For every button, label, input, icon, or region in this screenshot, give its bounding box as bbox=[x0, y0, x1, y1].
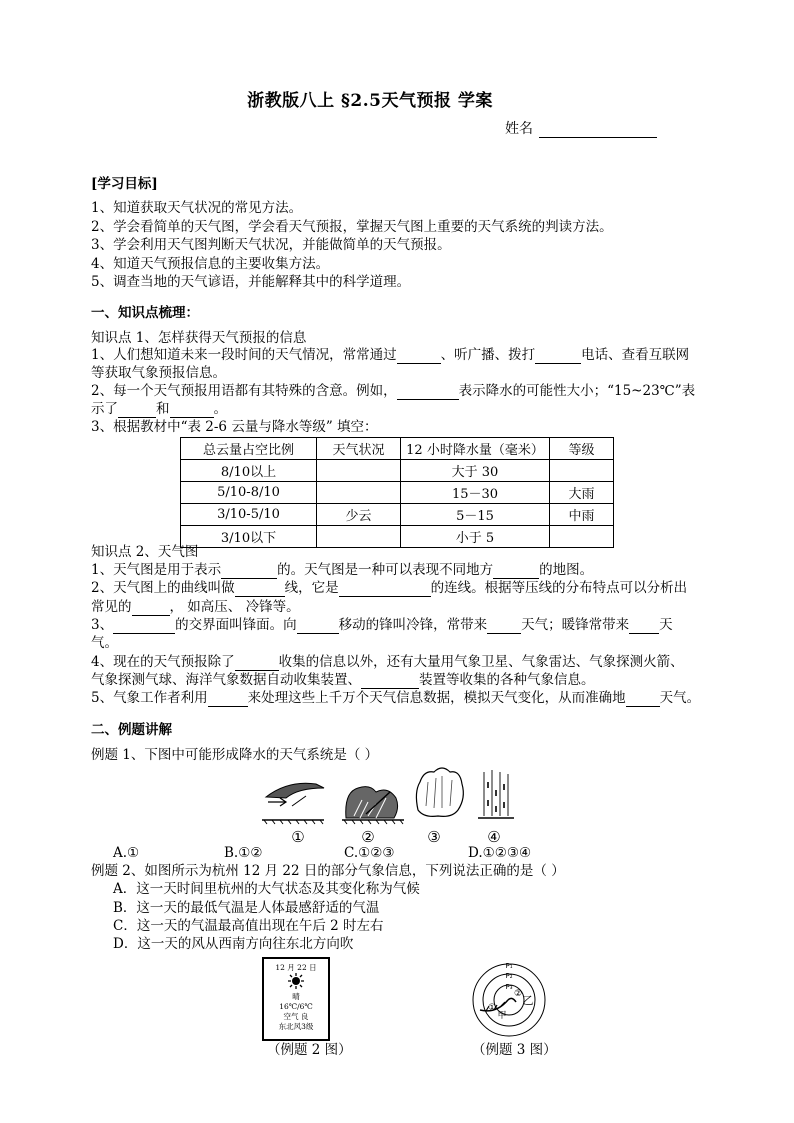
answer-blank[interactable] bbox=[493, 566, 539, 579]
card-wind: 东北风3级 bbox=[278, 1022, 314, 1031]
answer-blank[interactable] bbox=[118, 405, 156, 418]
kp2-line2: 2、天气图上的曲线叫做 线，它是 的连线。根据等压线的分布特点可以分析出 bbox=[91, 580, 688, 596]
answer-blank[interactable] bbox=[297, 621, 339, 634]
answer-blank[interactable] bbox=[629, 621, 659, 634]
cloud-precipitation-table bbox=[180, 437, 614, 548]
kp2-line4-cont: 气象探测气球、海洋气象数据自动收集装置、 装置等收集的各种气象信息。 bbox=[91, 672, 595, 688]
answer-blank[interactable] bbox=[361, 676, 419, 689]
table-cell: 3/10以下 bbox=[181, 526, 317, 548]
table-cell: 大于 30 bbox=[401, 460, 550, 482]
page-title: 浙教版八上 §2.5天气预报 学案 bbox=[247, 91, 493, 111]
kp2-line1: 1、天气图是用于表示 的。天气图是一种可以表现不同地方 的地图。 bbox=[91, 562, 594, 578]
figure-label-1: ① bbox=[291, 828, 305, 846]
sun-icon bbox=[287, 973, 305, 989]
answer-blank[interactable] bbox=[221, 566, 277, 579]
answer-blank[interactable] bbox=[339, 584, 431, 597]
kp1-title: 知识点 1、怎样获得天气预报的信息 bbox=[91, 330, 307, 346]
isobar-label-p3: P₃ bbox=[505, 983, 513, 991]
figure2-caption: （例题 2 图） bbox=[267, 1042, 352, 1058]
goal-item: 1、知道获取天气状况的常见方法。 bbox=[91, 200, 303, 216]
answer-blank[interactable] bbox=[170, 405, 214, 418]
section2-heading: 二、例题讲解 bbox=[91, 722, 172, 738]
card-air-quality: 空气 良 bbox=[283, 1012, 309, 1021]
section1-heading: 一、知识点梳理： bbox=[91, 305, 199, 321]
marker-2: ② bbox=[513, 989, 523, 999]
table-cell: 15－30 bbox=[401, 482, 550, 504]
table-cell[interactable] bbox=[317, 460, 401, 482]
example2-option-b[interactable]: B．这一天的最低气温是人体最感舒适的气温 bbox=[113, 900, 380, 916]
answer-blank[interactable] bbox=[487, 621, 521, 634]
card-weather: 晴 bbox=[292, 992, 300, 1001]
name-field bbox=[505, 118, 657, 138]
answer-blank[interactable] bbox=[208, 694, 248, 707]
kp1-line1-cont: 等获取气象预报信息。 bbox=[91, 365, 226, 381]
table-cell: 小于 5 bbox=[401, 526, 550, 548]
isobar-diagram bbox=[468, 960, 550, 1040]
table-header: 总云量占空比例 bbox=[181, 438, 317, 460]
isobar-label-p2: P₂ bbox=[505, 972, 513, 980]
table-header: 天气状况 bbox=[317, 438, 401, 460]
marker-1: ① bbox=[487, 1003, 497, 1013]
answer-blank[interactable] bbox=[132, 603, 170, 616]
kp2-line5: 5、气象工作者利用 来处理这些上千万个天气信息数据，模拟天气变化，从而准确地 天气。 bbox=[91, 690, 701, 706]
card-date: 12 月 22 日 bbox=[275, 963, 317, 972]
option-d[interactable]: D.①②③④ bbox=[468, 845, 532, 861]
kp1-line2-cont: 示了 和 。 bbox=[91, 401, 227, 417]
figure-label-4: ④ bbox=[487, 828, 501, 846]
example1-question: 例题 1、下图中可能形成降水的天气系统是（ ） bbox=[91, 747, 379, 763]
table-header: 12 小时降水量（毫米） bbox=[401, 438, 550, 460]
system-3-sketch bbox=[416, 768, 463, 816]
answer-blank[interactable] bbox=[235, 658, 279, 671]
table-cell: 大雨 bbox=[550, 482, 614, 504]
table-cell: 8/10以上 bbox=[181, 460, 317, 482]
goal-item: 4、知道天气预报信息的主要收集方法。 bbox=[91, 256, 330, 272]
table-row bbox=[181, 482, 614, 504]
table-row bbox=[181, 460, 614, 482]
kp2-line3-cont: 气。 bbox=[91, 635, 118, 651]
figure-label-2: ② bbox=[361, 828, 375, 846]
figure-label-3: ③ bbox=[427, 828, 441, 846]
kp2-line4: 4、现在的天气预报除了 收集的信息以外，还有大量用气象卫星、气象雷达、气象探测火箭、 bbox=[91, 654, 684, 670]
figure3-caption: （例题 3 图） bbox=[472, 1042, 557, 1058]
answer-blank[interactable] bbox=[535, 351, 581, 364]
answer-blank[interactable] bbox=[235, 584, 285, 597]
goal-item: 2、学会看简单的天气图，学会看天气预报，掌握天气图上重要的天气系统的判读方法。 bbox=[91, 219, 613, 235]
goal-item: 5、调查当地的天气谚语，并能解释其中的科学道理。 bbox=[91, 274, 411, 290]
table-cell: 少云 bbox=[317, 504, 401, 526]
goals-heading: [学习目标] bbox=[91, 176, 158, 192]
isobar-label-p1: P₁ bbox=[505, 962, 513, 970]
answer-blank[interactable] bbox=[397, 351, 441, 364]
answer-blank[interactable] bbox=[113, 621, 175, 634]
table-cell[interactable] bbox=[550, 526, 614, 548]
weather-card bbox=[262, 957, 330, 1041]
example2-question: 例题 2、如图所示为杭州 12 月 22 日的部分气象信息，下列说法正确的是（ ） bbox=[91, 863, 565, 879]
option-a[interactable]: A.① bbox=[113, 845, 140, 861]
table-cell: 3/10-5/10 bbox=[181, 504, 317, 526]
label-jia: 甲 bbox=[497, 1011, 507, 1021]
example2-option-d[interactable]: D．这一天的风从西南方向往东北方向吹 bbox=[113, 936, 354, 952]
name-blank[interactable] bbox=[539, 124, 657, 138]
example2-option-a[interactable]: A．这一天时间里杭州的大气状态及其变化称为气候 bbox=[113, 881, 420, 897]
system-1-sketch bbox=[262, 783, 324, 824]
table-cell: 中雨 bbox=[550, 504, 614, 526]
goal-item: 3、学会利用天气图判断天气状况，并能做简单的天气预报。 bbox=[91, 237, 451, 253]
table-cell: 5/10-8/10 bbox=[181, 482, 317, 504]
system-2-sketch bbox=[342, 787, 404, 824]
example2-option-c[interactable]: C．这一天的气温最高值出现在午后 2 时左右 bbox=[113, 918, 384, 934]
option-c[interactable]: C.①②③ bbox=[344, 845, 395, 861]
answer-blank[interactable] bbox=[397, 387, 459, 400]
label-yi: 乙 bbox=[522, 994, 534, 1007]
table-header-row bbox=[181, 438, 614, 460]
table-cell[interactable] bbox=[550, 460, 614, 482]
table-row bbox=[181, 504, 614, 526]
kp2-title: 知识点 2、天气图 bbox=[91, 544, 199, 560]
option-b[interactable]: B.①② bbox=[224, 845, 263, 861]
weather-systems-figure bbox=[258, 762, 516, 846]
kp2-line3: 3、 的交界面叫锋面。向 移动的锋叫冷锋，常带来 天气；暖锋常带来 天 bbox=[91, 617, 673, 633]
card-temperature: 16℃/6℃ bbox=[279, 1002, 313, 1011]
kp1-line2: 2、每一个天气预报用语都有其特殊的含意。例如， 表示降水的可能性大小；“15~23℃”表 bbox=[91, 383, 696, 399]
table-cell[interactable] bbox=[317, 482, 401, 504]
table-cell[interactable] bbox=[317, 526, 401, 548]
kp1-line3: 3、根据教材中“表 2-6 云量与降水等级” 填空： bbox=[91, 419, 378, 435]
name-label: 姓名 bbox=[505, 121, 533, 137]
table-header: 等级 bbox=[550, 438, 614, 460]
answer-blank[interactable] bbox=[626, 694, 660, 707]
system-4-sketch bbox=[478, 770, 514, 818]
table-cell: 5－15 bbox=[401, 504, 550, 526]
kp1-line1: 1、人们想知道未来一段时间的天气情况，常常通过 、听广播、拨打 电话、查看互联网 bbox=[91, 347, 690, 363]
kp2-line2-cont: 常见的 ， 如高压、 冷锋等。 bbox=[91, 599, 300, 615]
table-row bbox=[181, 526, 614, 548]
